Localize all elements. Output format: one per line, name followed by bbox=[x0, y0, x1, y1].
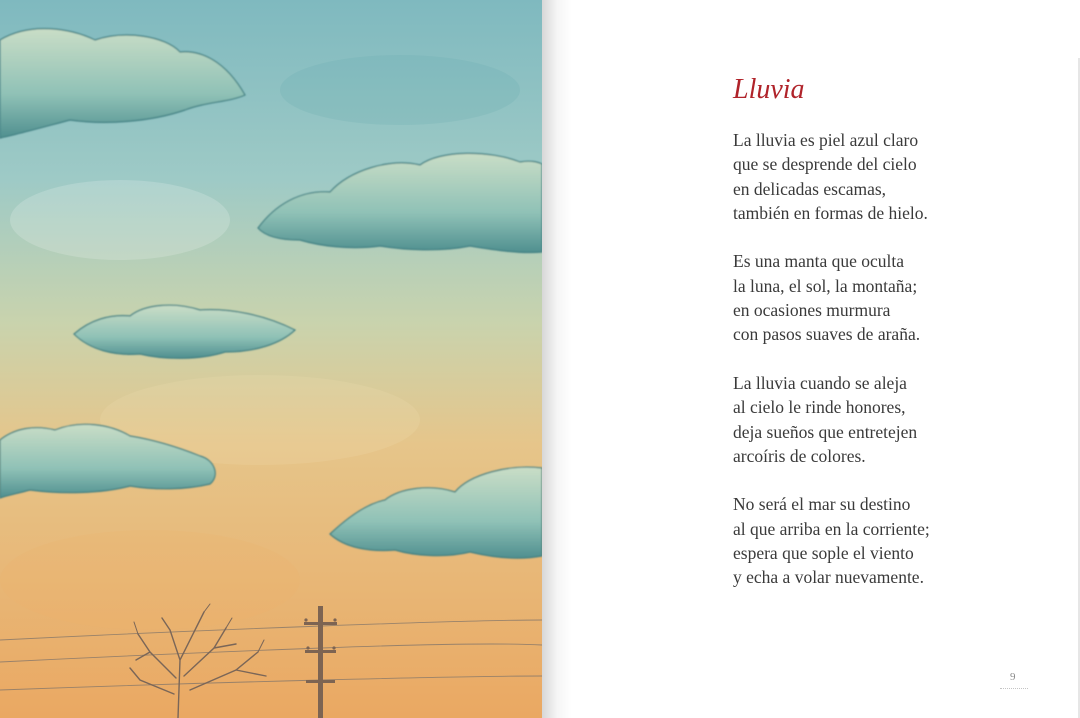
poem-line: al que arriba en la corriente; bbox=[733, 518, 930, 539]
stanza bbox=[733, 249, 930, 346]
page-number-ornament bbox=[1000, 686, 1028, 689]
poem-line: también en formas de hielo. bbox=[733, 202, 928, 223]
poem-line: y echa a volar nuevamente. bbox=[733, 567, 924, 588]
poem-line: La lluvia cuando se aleja bbox=[733, 372, 907, 393]
poem-line: en delicadas escamas, bbox=[733, 178, 887, 199]
stanza bbox=[733, 128, 930, 225]
poem-line: que se desprende del cielo bbox=[733, 154, 917, 175]
poem-body bbox=[733, 128, 930, 614]
poem-line: Es una manta que oculta bbox=[733, 251, 905, 272]
poem-line: espera que sople el viento bbox=[733, 543, 914, 564]
poem-line: al cielo le rinde honores, bbox=[733, 397, 906, 418]
stanza bbox=[733, 492, 930, 589]
poem-line: deja sueños que entretejen bbox=[733, 421, 918, 442]
page-number: 9 bbox=[1010, 671, 1016, 683]
poem-title: Lluvia bbox=[733, 74, 805, 105]
poem-line: la luna, el sol, la montaña; bbox=[733, 275, 918, 296]
gutter-shadow bbox=[542, 0, 572, 718]
poem-line: con pasos suaves de araña. bbox=[733, 324, 921, 345]
poem-line: La lluvia es piel azul claro bbox=[733, 130, 919, 150]
text-page bbox=[542, 0, 1080, 718]
poem-line: en ocasiones murmura bbox=[733, 300, 891, 321]
stanza bbox=[733, 371, 930, 468]
poem-line: arcoíris de colores. bbox=[733, 445, 866, 466]
poem-line: No será el mar su destino bbox=[733, 494, 911, 515]
